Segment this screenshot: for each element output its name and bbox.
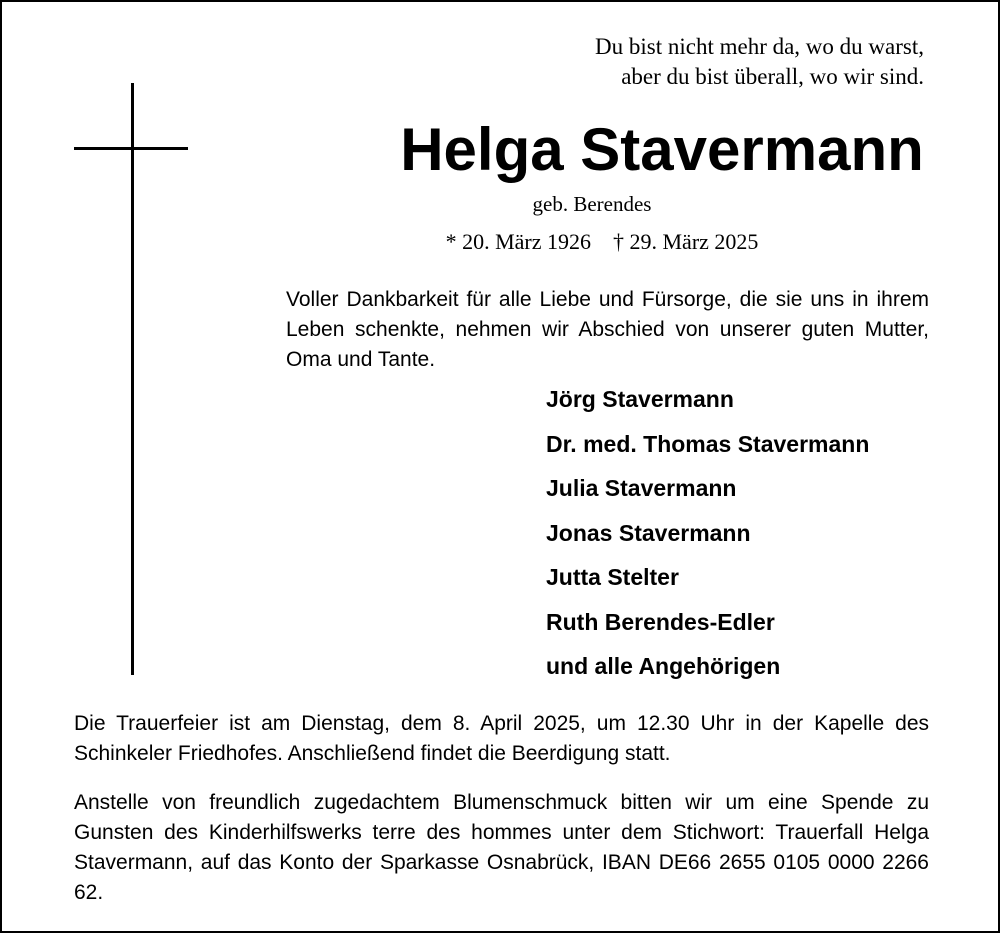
- deceased-name: Helga Stavermann: [400, 116, 924, 183]
- mourner-name: Dr. med. Thomas Stavermann: [546, 430, 870, 457]
- mourner-name: und alle Angehörigen: [546, 653, 781, 679]
- cross-horizontal-bar: [74, 147, 188, 150]
- mourner-name: Jörg Stavermann: [546, 386, 734, 412]
- intro-text: Voller Dankbarkeit für alle Liebe und Fürsorge, die sie uns in ihrem Leben schenkte, nehmen wir Abschied von unserer guten Mutter, Oma und Tante.: [286, 288, 929, 371]
- mourner-name: Jutta Stelter: [546, 564, 679, 590]
- maiden-name: geb. Berendes: [532, 192, 652, 216]
- birth-date: * 20. März 1926: [445, 229, 591, 254]
- quote: [595, 32, 924, 92]
- life-dates: [402, 227, 802, 257]
- death-date: † 29. März 2025: [613, 229, 759, 254]
- donation-request: Anstelle von freundlich zugedachtem Blumenschmuck bitten wir um eine Spende zu Gunsten des Kinderhilfswerks terre des hommes unter dem Stichwort: Trauerfall Helga Stavermann, auf das Konto der Sparkasse Osnabrück, IBAN DE66 2655 0105 0000 2266 62.: [74, 791, 929, 904]
- mourner-name: Ruth Berendes-Edler: [546, 608, 775, 635]
- mourner-name: Jonas Stavermann: [546, 519, 751, 546]
- cross-vertical-bar: [131, 83, 134, 675]
- mourner-name: Julia Stavermann: [546, 475, 737, 501]
- mourners-list: [546, 381, 869, 693]
- quote-line-2: aber du bist überall, wo wir sind.: [621, 64, 924, 89]
- quote-line-1: Du bist nicht mehr da, wo du warst,: [595, 34, 924, 59]
- funeral-details: Die Trauerfeier ist am Dienstag, dem 8. April 2025, um 12.30 Uhr in der Kapelle des Schinkeler Friedhofes. Anschließend findet die Beerdigung statt.: [74, 712, 929, 765]
